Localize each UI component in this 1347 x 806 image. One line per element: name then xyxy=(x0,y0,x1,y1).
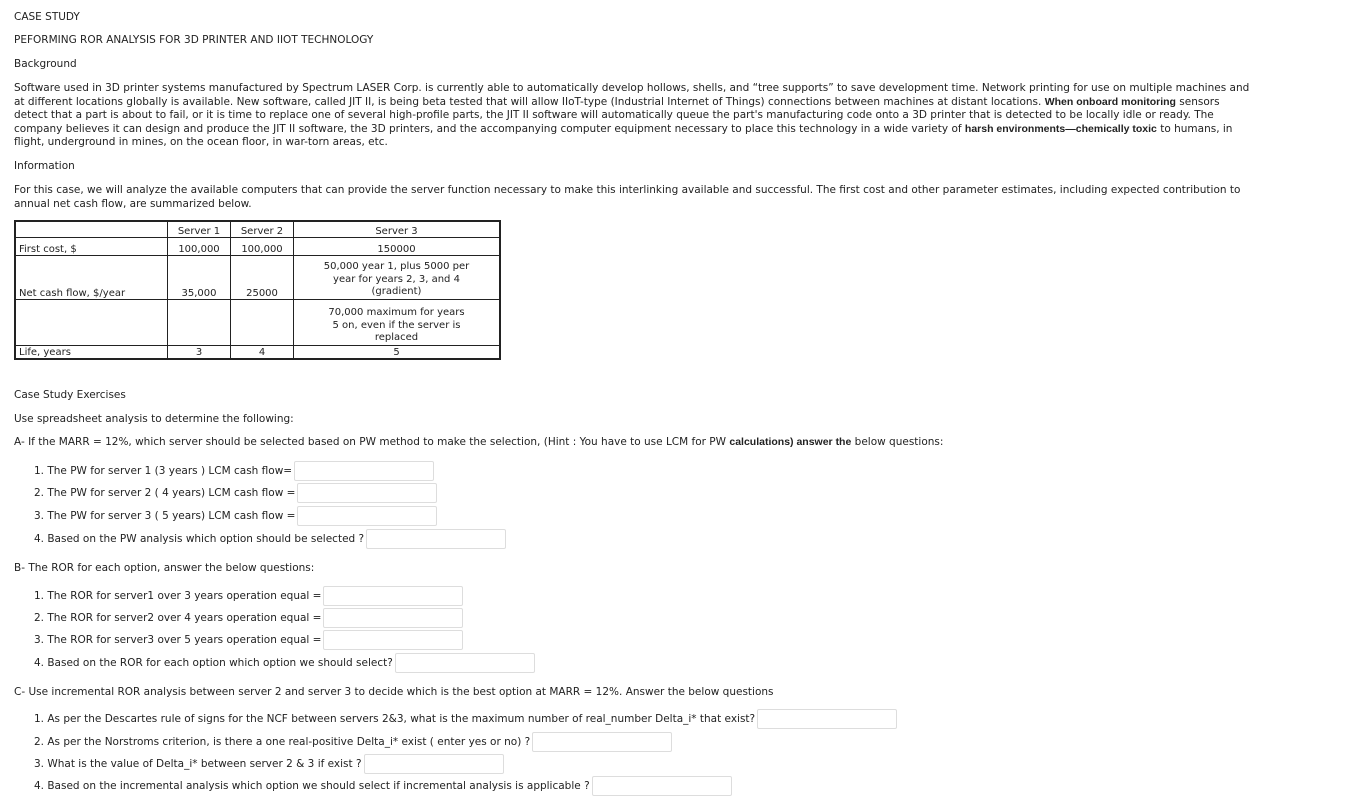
table-cell: 35,000 xyxy=(168,255,231,299)
table-row xyxy=(15,299,500,345)
question-label: 1. The PW for server 1 (3 years ) LCM cash flow= xyxy=(34,465,293,477)
question-label: 3. The PW for server 3 ( 5 years) LCM cash flow = xyxy=(34,510,296,522)
question-a2 xyxy=(34,482,437,504)
page-title: PEFORMING ROR ANALYSIS FOR 3D PRINTER AND IIOT TECHNOLOGY xyxy=(14,34,374,46)
question-b2 xyxy=(34,607,463,629)
table-cell: 3 xyxy=(168,345,231,359)
answer-input-a4[interactable] xyxy=(366,529,506,549)
table-cell: 50,000 year 1, plus 5000 per year for years 2, 3, and 4 (gradient) xyxy=(294,255,501,299)
exercises-intro: Use spreadsheet analysis to determine the following: xyxy=(14,413,294,425)
table-cell: 25000 xyxy=(231,255,294,299)
question-label: 4. Based on the PW analysis which option should be selected ? xyxy=(34,533,365,545)
answer-input-a3[interactable] xyxy=(297,506,437,526)
table-cell: Net cash flow, $/year xyxy=(15,255,168,299)
table-cell xyxy=(15,299,168,345)
information-paragraph: For this case, we will analyze the available computers that can provide the server function necessary to make this interlinking available and successful. The first cost and other parameter estimates, including expected contribution to annual net cash flow, are summarized below. xyxy=(14,184,1241,210)
answer-input-b4[interactable] xyxy=(395,653,535,673)
question-b3 xyxy=(34,629,463,651)
question-b4 xyxy=(34,652,535,674)
table-header-cell: Server 2 xyxy=(231,221,294,237)
table-row xyxy=(15,255,500,299)
answer-input-b2[interactable] xyxy=(323,608,463,628)
section-a-prompt: A- If the MARR = 12%, which server should be selected based on PW method to make the selection, (Hint : You have to use LCM for PW calculations) answer the below questions: xyxy=(14,436,944,448)
section-c-prompt: C- Use incremental ROR analysis between server 2 and server 3 to decide which is the best option at MARR = 12%. Answer the below questions xyxy=(14,686,774,698)
question-b1 xyxy=(34,585,463,607)
question-label: 3. What is the value of Delta_i* between server 2 & 3 if exist ? xyxy=(34,758,362,770)
question-a3 xyxy=(34,505,437,527)
table-cell: 4 xyxy=(231,345,294,359)
table-cell: 150000 xyxy=(294,237,501,255)
question-c3 xyxy=(34,753,504,775)
table-cell: 100,000 xyxy=(168,237,231,255)
table-cell: 100,000 xyxy=(231,237,294,255)
table-row xyxy=(15,345,500,359)
section-b-prompt: B- The ROR for each option, answer the below questions: xyxy=(14,562,315,574)
answer-input-c4[interactable] xyxy=(592,776,732,796)
answer-input-c3[interactable] xyxy=(364,754,504,774)
table-cell xyxy=(168,299,231,345)
question-label: 2. The ROR for server2 over 4 years operation equal = xyxy=(34,612,322,624)
table-cell: 70,000 maximum for years 5 on, even if the server is replaced xyxy=(294,299,501,345)
question-label: 3. The ROR for server3 over 5 years operation equal = xyxy=(34,634,322,646)
table-cell: First cost, $ xyxy=(15,237,168,255)
question-label: 1. The ROR for server1 over 3 years operation equal = xyxy=(34,590,322,602)
server-parameters-table xyxy=(14,220,501,360)
question-label: 2. The PW for server 2 ( 4 years) LCM cash flow = xyxy=(34,487,296,499)
table-cell xyxy=(231,299,294,345)
question-label: 4. Based on the incremental analysis which option we should select if incremental analysis is applicable ? xyxy=(34,780,590,792)
question-c4 xyxy=(34,775,732,797)
table-header-cell: Server 3 xyxy=(294,221,501,237)
table-cell: 5 xyxy=(294,345,501,359)
table-row xyxy=(15,237,500,255)
question-label: 1. As per the Descartes rule of signs for the NCF between servers 2&3, what is the maximum number of real_number Delta_i* that exist? xyxy=(34,713,756,725)
information-heading: Information xyxy=(14,160,75,172)
exercises-heading: Case Study Exercises xyxy=(14,389,126,401)
case-study-label: CASE STUDY xyxy=(14,11,80,23)
answer-input-a1[interactable] xyxy=(294,461,434,481)
table-header-cell: Server 1 xyxy=(168,221,231,237)
question-label: 2. As per the Norstroms criterion, is there a one real-positive Delta_i* exist ( enter yes or no) ? xyxy=(34,736,531,748)
question-a1 xyxy=(34,460,434,482)
question-c2 xyxy=(34,731,672,753)
background-heading: Background xyxy=(14,58,77,70)
answer-input-c2[interactable] xyxy=(532,732,672,752)
question-c1 xyxy=(34,708,897,730)
answer-input-b1[interactable] xyxy=(323,586,463,606)
table-cell: Life, years xyxy=(15,345,168,359)
table-header-cell xyxy=(15,221,168,237)
table-header-row xyxy=(15,221,500,237)
answer-input-a2[interactable] xyxy=(297,483,437,503)
answer-input-b3[interactable] xyxy=(323,630,463,650)
answer-input-c1[interactable] xyxy=(757,709,897,729)
question-a4 xyxy=(34,528,506,550)
question-label: 4. Based on the ROR for each option which option we should select? xyxy=(34,657,393,669)
background-paragraph: Software used in 3D printer systems manufactured by Spectrum LASER Corp. is currently able to automatically develop hollows, shells, and “tree supports” to save development time. Network printing for use on multiple machines and at different locations globally is available. New software, called JIT II, is being beta tested that will allow IIoT-type (Industrial Internet of Things) connections between machines at distant locations. When onboard monitoring sensors detect that a part is about to fail, or it is time to replace one of several high-profile parts, the JIT II software will automatically queue the part's manufacturing code onto a 3D printer that is detected to be locally idle or ready. The company believes it can design and produce the JIT II software, the 3D printers, and the accompanying computer equipment necessary to place this technology in a wide variety of harsh environments—chemically toxic to humans, in flight, underground in mines, on the ocean floor, in war-torn areas, etc. xyxy=(14,82,1250,149)
